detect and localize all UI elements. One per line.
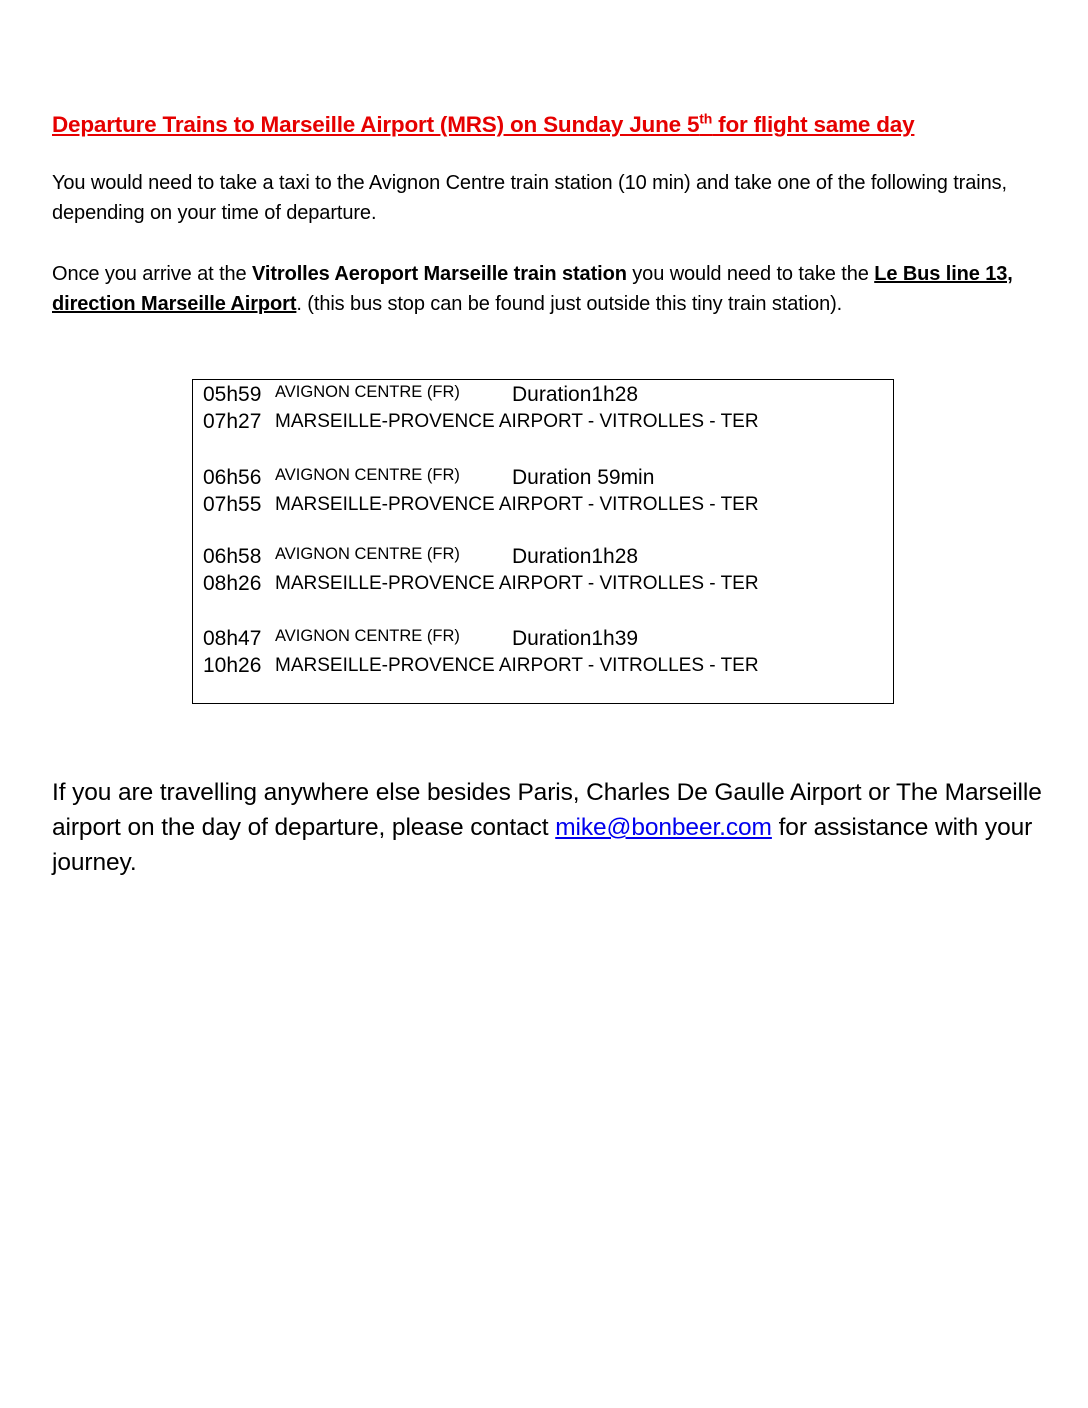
trip-arrival <box>203 652 893 679</box>
train-schedule <box>192 379 894 704</box>
trip-duration: Duration1h28 <box>512 383 639 406</box>
trip-departure <box>203 381 893 408</box>
trip-departure <box>203 464 893 491</box>
title-rest: for flight same day <box>712 112 915 137</box>
arrival-time: 07h27 <box>203 410 262 433</box>
arrival-text-3: . (this bus stop can be found just outside this tiny train station). <box>296 293 843 315</box>
trip-arrival <box>203 491 893 518</box>
trip-3 <box>203 543 893 597</box>
arrival-station: MARSEILLE-PROVENCE AIRPORT - VITROLLES - TER <box>275 411 759 432</box>
arrival-time: 08h26 <box>203 572 262 595</box>
arrival-time: 10h26 <box>203 654 262 677</box>
departure-time: 05h59 <box>203 383 262 406</box>
departure-station: AVIGNON CENTRE (FR) <box>275 466 460 484</box>
trip-arrival <box>203 408 893 435</box>
arrival-time: 07h55 <box>203 493 262 516</box>
trip-duration: Duration1h28 <box>512 545 639 568</box>
trip-4 <box>203 625 893 679</box>
contact-email-link[interactable]: mike@bonbeer.com <box>555 814 772 841</box>
arrival-paragraph <box>52 259 1042 319</box>
trip-departure <box>203 543 893 570</box>
departure-station: AVIGNON CENTRE (FR) <box>275 545 460 563</box>
intro-paragraph: You would need to take a taxi to the Avignon Centre train station (10 min) and take one of the following trains, depending on your time of departure. <box>52 172 1007 224</box>
contact-text-1: If you are travelling anywhere else besides Paris, Charles De Gaulle Airport or The Marseille airport on the day of departure, please contact <box>52 779 1042 841</box>
trip-2 <box>203 464 893 518</box>
arrival-station: Vitrolles Aeroport Marseille train station <box>252 263 627 285</box>
trip-departure <box>203 625 893 652</box>
arrival-station: MARSEILLE-PROVENCE AIRPORT - VITROLLES - TER <box>275 494 759 515</box>
departure-time: 08h47 <box>203 627 262 650</box>
arrival-station: MARSEILLE-PROVENCE AIRPORT - VITROLLES - TER <box>275 573 759 594</box>
departure-station: AVIGNON CENTRE (FR) <box>275 383 460 401</box>
departure-station: AVIGNON CENTRE (FR) <box>275 627 460 645</box>
page-title <box>52 112 1052 138</box>
trip-1 <box>203 381 893 435</box>
contact-text-2: for assistance with your journey. <box>52 814 1033 876</box>
arrival-text-1: Once you arrive at the <box>52 263 253 285</box>
arrival-station: MARSEILLE-PROVENCE AIRPORT - VITROLLES - TER <box>275 655 759 676</box>
contact-paragraph <box>52 775 1042 880</box>
title-main: Departure Trains to Marseille Airport (MRS) on Sunday June 5 <box>52 112 700 137</box>
title-superscript: th <box>699 110 713 127</box>
departure-time: 06h56 <box>203 466 262 489</box>
trip-duration: Duration1h39 <box>512 627 639 650</box>
bus-line: Le Bus line 13, direction Marseille Airport <box>52 263 1013 315</box>
arrival-text-2: you would need to take the <box>626 263 875 285</box>
trip-duration: Duration 59min <box>512 466 655 489</box>
trip-arrival <box>203 570 893 597</box>
departure-time: 06h58 <box>203 545 262 568</box>
